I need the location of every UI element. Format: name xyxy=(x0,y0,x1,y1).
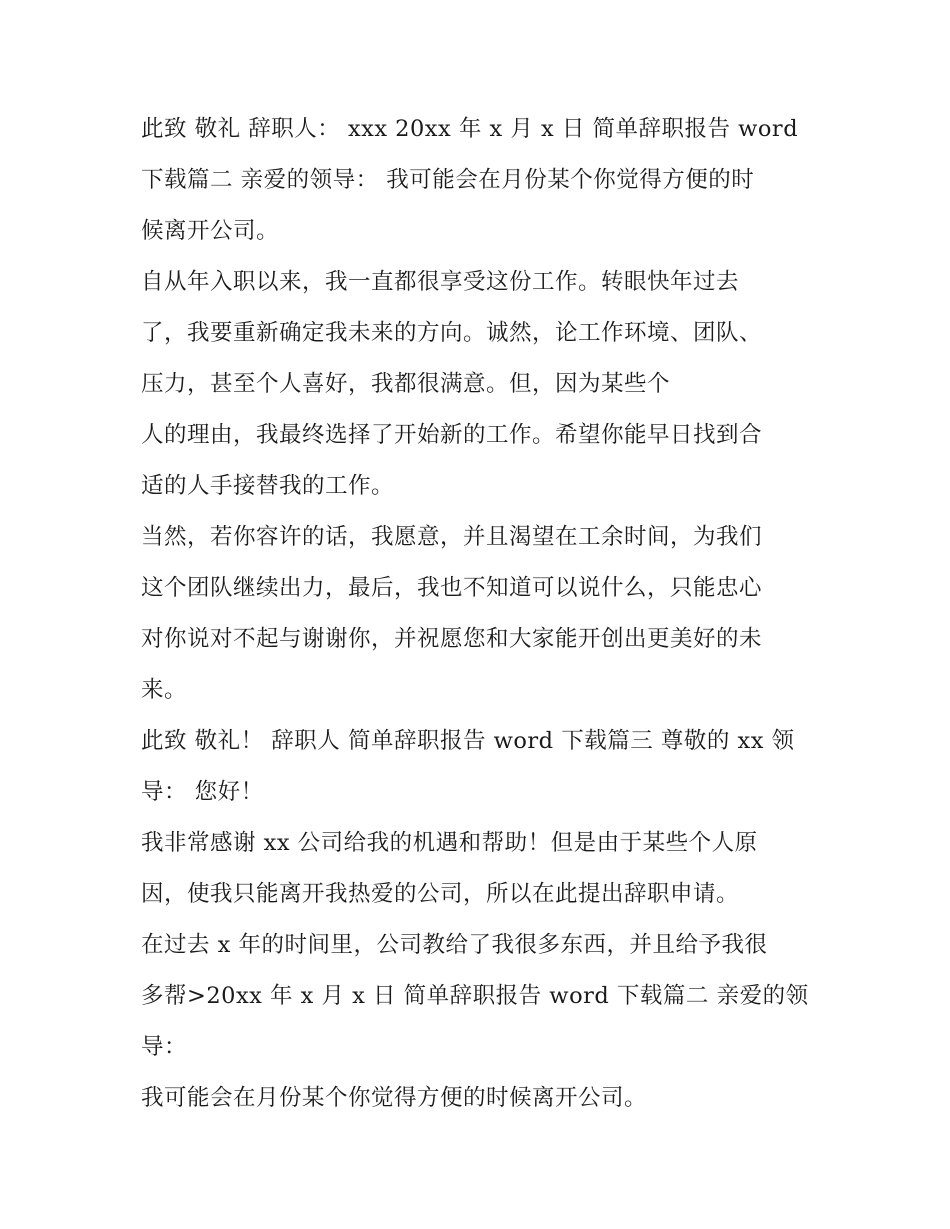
text-line: 在过去 x 年的时间里，公司教给了我很多东西，并且给予我很 xyxy=(141,932,768,958)
text-line: 多帮>20xx 年 x 月 x 日 简单辞职报告 word 下载篇二 亲爱的领 xyxy=(141,983,809,1009)
text-line: 因，使我只能离开我热爱的公司，所以在此提出辞职申请。 xyxy=(141,881,740,907)
text-line: 导： xyxy=(141,1034,188,1060)
text-line: 导： 您好！ xyxy=(141,779,264,805)
text-line: 来。 xyxy=(141,677,188,703)
text-line: 自从年入职以来，我一直都很享受这份工作。转眼快年过去 xyxy=(141,269,740,295)
text-line: 下载篇二 亲爱的领导： 我可能会在月份某个你觉得方便的时 xyxy=(141,167,755,193)
text-line: 候离开公司。 xyxy=(141,218,280,244)
text-line: 我可能会在月份某个你觉得方便的时候离开公司。 xyxy=(141,1085,648,1111)
text-line: 当然，若你容许的话，我愿意，并且渴望在工余时间，为我们 xyxy=(141,524,763,550)
text-line: 我非常感谢 xx 公司给我的机遇和帮助！但是由于某些个人原 xyxy=(141,830,758,856)
text-line: 适的人手接替我的工作。 xyxy=(141,473,395,499)
text-line: 了，我要重新确定我未来的方向。诚然，论工作环境、团队、 xyxy=(141,320,763,346)
text-line: 对你说对不起与谢谢你，并祝愿您和大家能开创出更美好的未 xyxy=(141,626,763,652)
text-line: 此致 敬礼 辞职人： xxx 20xx 年 x 月 x 日 简单辞职报告 word xyxy=(141,116,799,142)
document-body xyxy=(141,104,821,1124)
text-line: 此致 敬礼！ 辞职人 简单辞职报告 word 下载篇三 尊敬的 xx 领 xyxy=(141,728,795,754)
text-line: 这个团队继续出力，最后，我也不知道可以说什么，只能忠心 xyxy=(141,575,763,601)
text-line: 人的理由，我最终选择了开始新的工作。希望你能早日找到合 xyxy=(141,422,763,448)
text-line: 压力，甚至个人喜好，我都很满意。但，因为某些个 xyxy=(141,371,671,397)
